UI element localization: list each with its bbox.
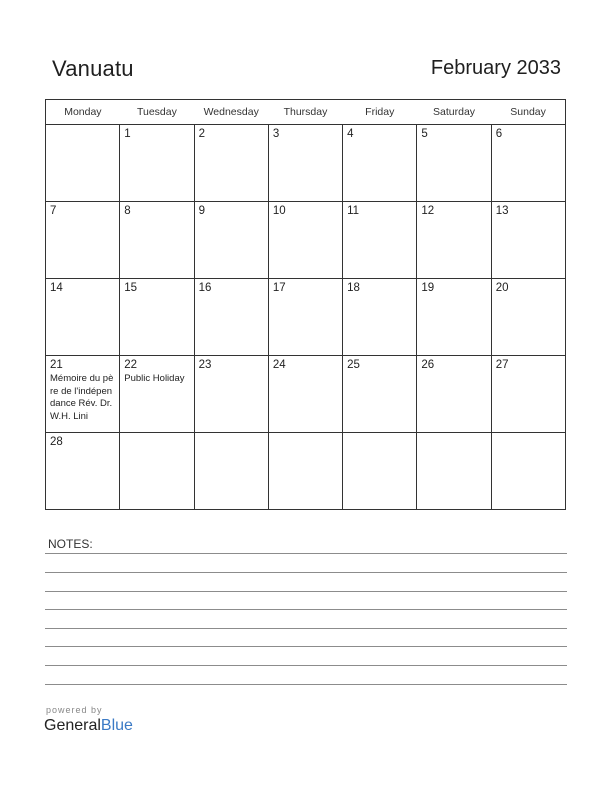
month-title: February 2033	[430, 57, 561, 79]
weekday-header: Tuesday	[120, 100, 194, 125]
week-row	[46, 125, 566, 202]
day-number: 15	[124, 282, 138, 294]
day-cell	[268, 202, 342, 279]
day-cell	[417, 279, 491, 356]
day-number: 26	[421, 359, 435, 371]
day-cell	[46, 433, 120, 510]
weekday-header: Friday	[343, 100, 417, 125]
weekday-header: Sunday	[491, 100, 565, 125]
day-number: 18	[347, 282, 360, 294]
day-number: 23	[198, 359, 212, 371]
logo-general-text: General	[44, 717, 101, 734]
notes-line	[45, 646, 567, 647]
notes-line	[45, 553, 567, 554]
day-cell	[46, 279, 120, 356]
day-cell	[194, 125, 268, 202]
day-number: 25	[347, 359, 360, 371]
day-number: 10	[272, 205, 286, 217]
day-cell	[343, 125, 417, 202]
day-number: 22	[124, 359, 138, 371]
notes-line	[45, 684, 567, 685]
week-row	[46, 356, 566, 433]
week-row	[46, 202, 566, 279]
day-number: 11	[347, 205, 360, 217]
day-cell	[491, 279, 565, 356]
notes-line	[45, 572, 567, 573]
weekday-header: Monday	[46, 100, 120, 125]
day-number: 3	[272, 128, 280, 140]
calendar-grid	[45, 99, 566, 510]
day-cell	[491, 356, 565, 433]
country-title: Vanuatu	[52, 56, 134, 81]
day-number: 2	[198, 128, 205, 140]
day-number: 9	[198, 205, 205, 217]
day-cell	[120, 279, 194, 356]
day-cell	[194, 279, 268, 356]
day-cell	[491, 433, 565, 510]
day-number: 6	[495, 128, 503, 140]
day-cell	[120, 433, 194, 510]
weekday-header: Wednesday	[194, 100, 268, 125]
day-number: 12	[421, 205, 435, 217]
day-cell	[120, 202, 194, 279]
day-cell	[343, 202, 417, 279]
week-row	[46, 433, 566, 510]
day-cell	[343, 356, 417, 433]
notes-line	[45, 591, 567, 592]
day-cell	[46, 356, 120, 433]
day-number: 4	[347, 128, 354, 140]
notes-label: NOTES:	[48, 537, 93, 551]
day-cell	[343, 433, 417, 510]
day-number: 20	[495, 282, 509, 294]
day-cell	[417, 125, 491, 202]
day-event: Mémoire du père de l'indépendance Rév. Dr. W.H. Lini	[50, 373, 114, 422]
day-cell	[268, 279, 342, 356]
day-number: 1	[124, 128, 131, 140]
notes-line	[45, 665, 567, 666]
day-cell	[417, 433, 491, 510]
day-cell	[46, 202, 120, 279]
logo-blue-text: Blue	[100, 717, 133, 734]
weekday-header-row	[46, 100, 566, 125]
day-number: 21	[50, 359, 63, 371]
day-event: Public Holiday	[124, 373, 185, 384]
weekday-header: Thursday	[268, 100, 342, 125]
day-number: 24	[272, 359, 286, 371]
day-number: 28	[50, 436, 63, 448]
day-cell	[343, 279, 417, 356]
day-cell	[268, 433, 342, 510]
day-cell	[120, 356, 194, 433]
notes-line	[45, 628, 567, 629]
day-cell	[46, 125, 120, 202]
day-cell	[417, 202, 491, 279]
day-cell	[417, 356, 491, 433]
day-number: 8	[124, 205, 131, 217]
day-number: 13	[495, 205, 509, 217]
day-number: 27	[495, 359, 509, 371]
day-cell	[120, 125, 194, 202]
day-number: 7	[50, 205, 57, 217]
day-cell	[491, 202, 565, 279]
day-cell	[194, 356, 268, 433]
day-number: 19	[421, 282, 435, 294]
day-cell	[491, 125, 565, 202]
week-row	[46, 279, 566, 356]
powered-by-text: powered by	[46, 705, 103, 715]
day-cell	[194, 202, 268, 279]
generalblue-logo	[44, 717, 133, 735]
day-number: 5	[421, 128, 428, 140]
day-number: 16	[198, 282, 212, 294]
day-cell	[194, 433, 268, 510]
day-cell	[268, 125, 342, 202]
notes-line	[45, 609, 567, 610]
weekday-header: Saturday	[417, 100, 491, 125]
day-number: 14	[50, 282, 63, 294]
day-cell	[268, 356, 342, 433]
day-number: 17	[272, 282, 286, 294]
